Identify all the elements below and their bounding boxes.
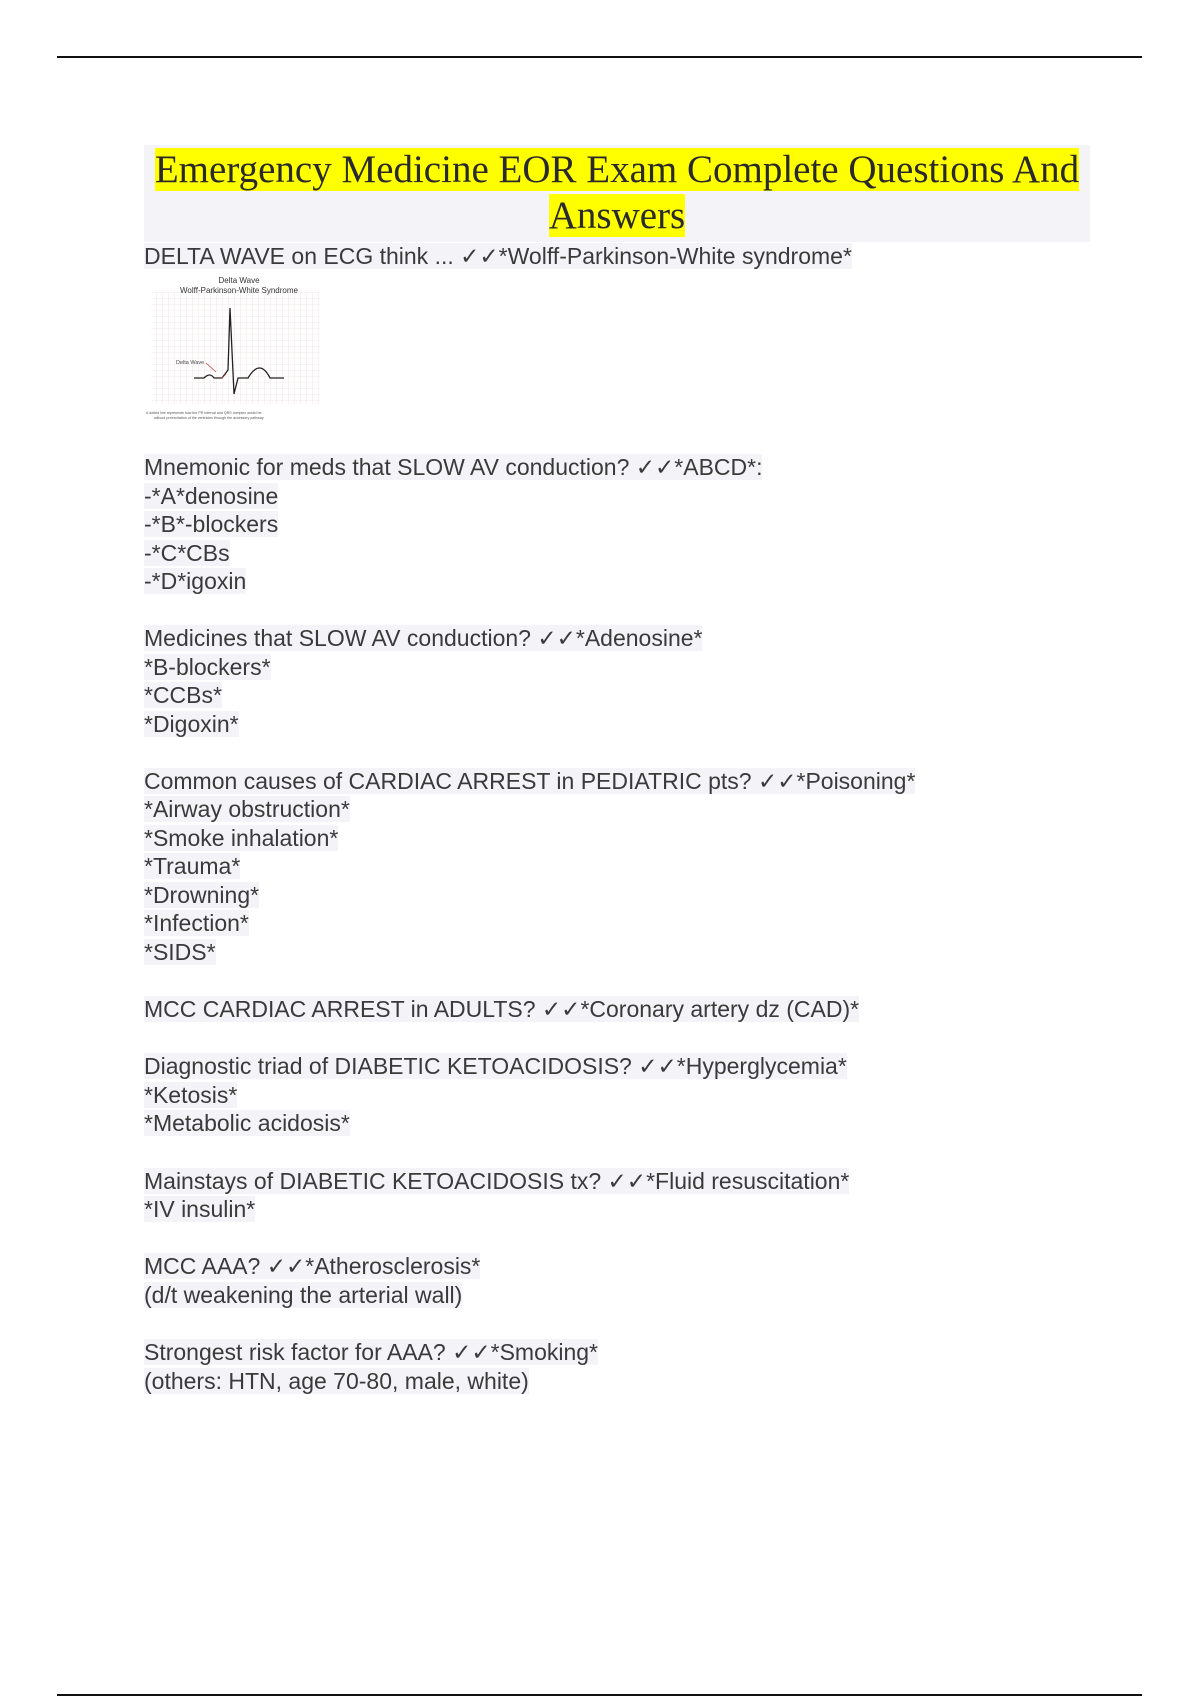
qa-line: Mnemonic for meds that SLOW AV conduction? ✓✓*ABCD*: bbox=[144, 454, 763, 481]
qa-line: *Metabolic acidosis* bbox=[144, 1110, 350, 1137]
qa-line: *Drowning* bbox=[144, 881, 260, 908]
qa-line: (others: HTN, age 70-80, male, white) bbox=[144, 1367, 529, 1394]
qa-line: -*D*igoxin bbox=[144, 568, 247, 595]
qa-line: *CCBs* bbox=[144, 682, 222, 709]
qa-line: *Digoxin* bbox=[144, 710, 239, 737]
qa-line: Common causes of CARDIAC ARREST in PEDIATRIC pts? ✓✓*Poisoning* bbox=[144, 768, 916, 795]
qa-line: Medicines that SLOW AV conduction? ✓✓*Adenosine* bbox=[144, 625, 703, 652]
qa-line: -*A*denosine bbox=[144, 482, 279, 509]
figure-title-1: Delta Wave bbox=[218, 276, 260, 286]
figure-label: Delta Wave bbox=[176, 360, 205, 367]
qa-item bbox=[144, 1167, 1090, 1224]
qa-line: MCC CARDIAC ARREST in ADULTS? ✓✓*Coronary artery dz (CAD)* bbox=[144, 995, 860, 1022]
qa-item bbox=[144, 1052, 1090, 1137]
header-rule bbox=[57, 56, 1142, 58]
qa-line: -*C*CBs bbox=[144, 539, 230, 566]
qa-line: -*B*-blockers bbox=[144, 511, 279, 538]
qa-item bbox=[144, 995, 1090, 1023]
qa-line: (d/t weakening the arterial wall) bbox=[144, 1281, 463, 1308]
footer-rule bbox=[57, 1694, 1142, 1696]
qa-line: *Smoke inhalation* bbox=[144, 824, 339, 851]
qa-item bbox=[144, 453, 1090, 595]
figure-title-2: Wolff-Parkinson-White Syndrome bbox=[180, 286, 298, 296]
qa-item bbox=[144, 624, 1090, 738]
qa-line: *SIDS* bbox=[144, 938, 216, 965]
qa-line: MCC AAA? ✓✓*Atherosclerosis* bbox=[144, 1253, 481, 1280]
figure-caption-2: without preexcitation of the ventricles through the accessory pathway bbox=[154, 416, 264, 421]
figure-caption-1: A dotted line represents how the PR interval and QRS complex would be bbox=[146, 411, 262, 416]
qa-item bbox=[144, 767, 1090, 966]
qa-line: Strongest risk factor for AAA? ✓✓*Smoking* bbox=[144, 1339, 599, 1366]
qa-line: DELTA WAVE on ECG think ... ✓✓*Wolff-Parkinson-White syndrome* bbox=[144, 243, 852, 269]
title-box bbox=[144, 145, 1090, 242]
qa-line: *Infection* bbox=[144, 910, 249, 937]
qa-line: Mainstays of DIABETIC KETOACIDOSIS tx? ✓✓*Fluid resuscitation* bbox=[144, 1167, 850, 1194]
document-body bbox=[144, 145, 1090, 1395]
qa-line: *Airway obstruction* bbox=[144, 796, 350, 823]
qa-line: *Trauma* bbox=[144, 853, 241, 880]
document-title-text: Emergency Medicine EOR Exam Complete Questions And Answers bbox=[154, 148, 1080, 237]
qa-item bbox=[144, 1338, 1090, 1395]
ecg-delta-wave-figure bbox=[144, 274, 328, 424]
qa-item bbox=[144, 1252, 1090, 1309]
qa-line: *Ketosis* bbox=[144, 1081, 238, 1108]
qa-item bbox=[144, 242, 1090, 424]
qa-line: *B-blockers* bbox=[144, 653, 271, 680]
document-title bbox=[144, 147, 1090, 239]
qa-line: *IV insulin* bbox=[144, 1195, 256, 1222]
qa-line: Diagnostic triad of DIABETIC KETOACIDOSIS? ✓✓*Hyperglycemia* bbox=[144, 1053, 847, 1080]
